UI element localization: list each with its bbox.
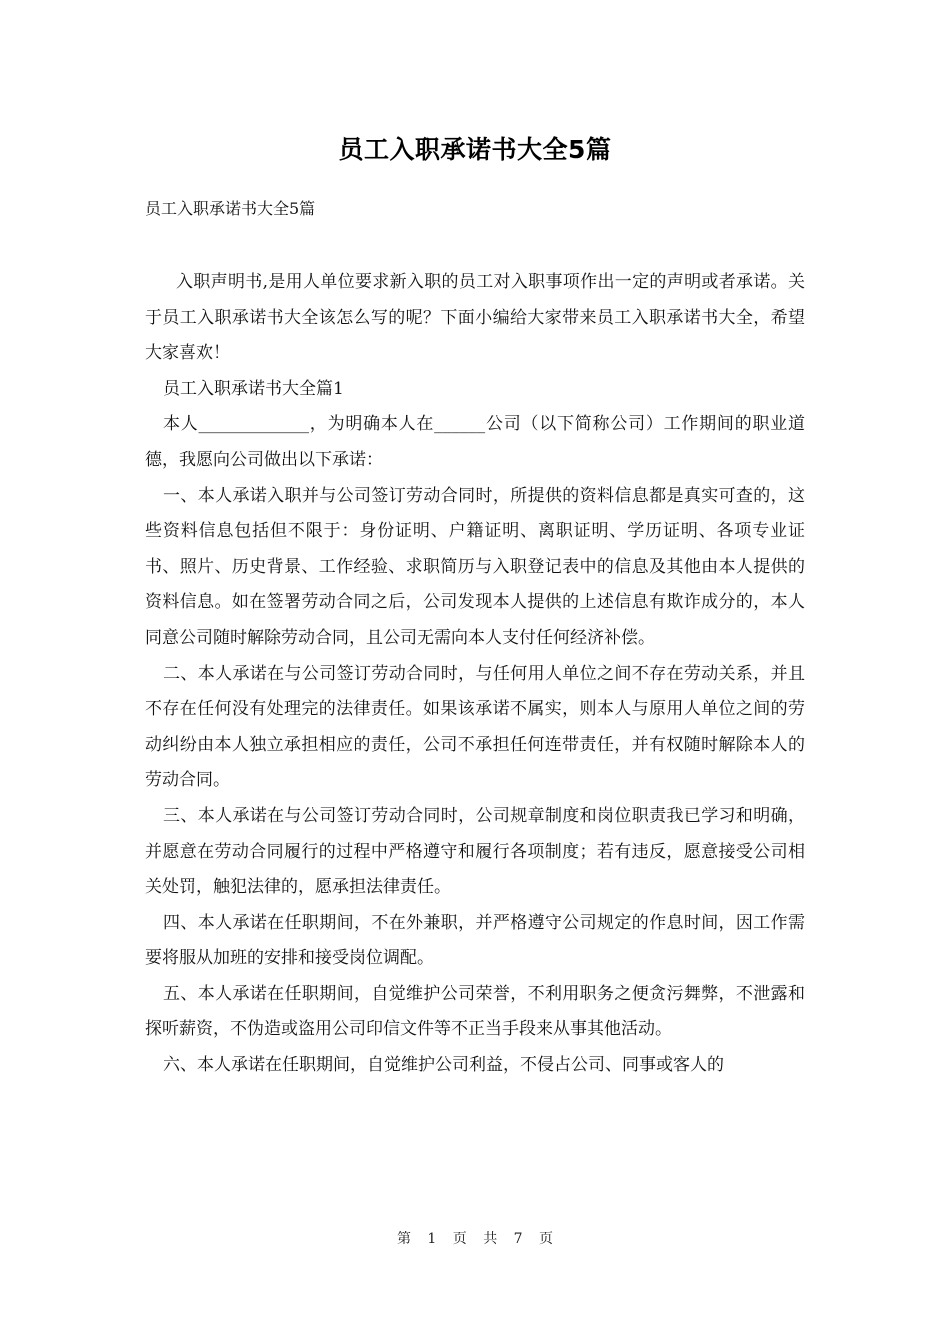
document-title: 员工入职承诺书大全5篇 (338, 135, 612, 164)
document-subtitle: 员工入职承诺书大全5篇 (145, 199, 316, 218)
page-footer: 第 1 页 共 7 页 (396, 1231, 554, 1247)
intro-paragraph: 入职声明书,是用人单位要求新入职的员工对入职事项作出一定的声明或者承诺。关于员工入职承诺书大全该怎么写的呢？下面小编给大家带来员工入职承诺书大全，希望大家喜欢！ (145, 272, 805, 364)
commitment-item: 五、本人承诺在任职期间，自觉维护公司荣誉，不利用职务之便贪污舞弊，不泄露和探听薪资，不伪造或盗用公司印信文件等不正当手段来从事其他活动。 (145, 983, 805, 1040)
section-heading: 员工入职承诺书大全篇1 (163, 378, 344, 399)
commitment-item: 一、本人承诺入职并与公司签订劳动合同时，所提供的资料信息都是真实可查的，这些资料信息包括但不限于：身份证明、户籍证明、离职证明、学历证明、各项专业证书、照片、历史背景、工作经验、求职简历与入职登记表中的信息及其他由本人提供的资料信息。如在签署劳动合同之后，公司发现本人提供的上述信息有欺诈成分的，本人同意公司随时解除劳动合同，且公司无需向本人支付任何经济补偿。 (145, 485, 805, 648)
commitment-item: 六、本人承诺在任职期间，自觉维护公司利益，不侵占公司、同事或客人的 (163, 1055, 724, 1076)
commitment-item: 四、本人承诺在任职期间，不在外兼职，并严格遵守公司规定的作息时间，因工作需要将服从加班的安排和接受岗位调配。 (145, 912, 805, 969)
commitment-item: 三、本人承诺在与公司签订劳动合同时，公司规章制度和岗位职责我已学习和明确，并愿意在劳动合同履行的过程中严格遵守和履行各项制度；若有违反，愿意接受公司相关处罚，触犯法律的，愿承担法律责任。 (145, 805, 805, 898)
commitment-item: 二、本人承诺在与公司签订劳动合同时，与任何用人单位之间不存在劳动关系，并且不存在任何没有处理完的法律责任。如果该承诺不属实，则本人与原用人单位之间的劳动纠纷由本人独立承担相应的责任，公司不承担任何连带责任，并有权随时解除本人的劳动合同。 (145, 663, 805, 791)
document-body (145, 265, 805, 1084)
body-paragraph: 本人_____________，为明确本人在______公司（以下简称公司）工作期间的职业道德，我愿向公司做出以下承诺： (145, 414, 805, 470)
